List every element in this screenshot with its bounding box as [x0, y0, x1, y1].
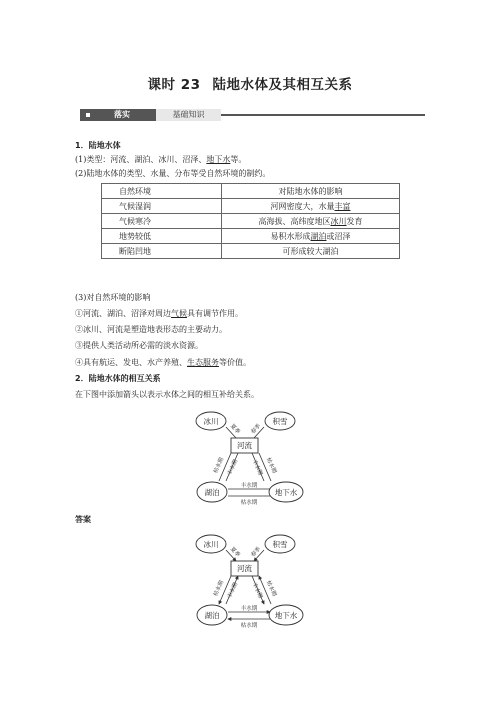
table-cell: 气候寒冷 — [102, 214, 222, 229]
table-cell: 河网密度大，水量丰富 — [222, 199, 400, 214]
answer-label: 答案 — [75, 515, 91, 524]
types-line: (1)类型：河流、湖泊、冰川、沼泽、地下水等。 — [75, 155, 247, 164]
table-header-row — [102, 184, 400, 199]
wet-season-label: 丰水期 — [240, 483, 258, 489]
lake-label: 湖泊 — [204, 488, 220, 497]
section-banner — [80, 109, 425, 121]
table-row — [102, 199, 400, 214]
snow-label: 积雪 — [272, 540, 288, 549]
section-2-heading: 2．陆地水体的相互关系 — [75, 374, 161, 383]
table-cell: 易积水形成湖泊或沼泽 — [222, 229, 400, 244]
groundwater-label: 地下水 — [274, 611, 298, 620]
table-cell: 气候湿润 — [102, 199, 222, 214]
section-1-heading: 1．陆地水体 — [75, 141, 121, 150]
glacier-label: 冰川 — [203, 417, 219, 426]
lesson-title: 课时 23 陆地水体及其相互关系 — [147, 77, 353, 93]
table-cell: 可形成较大湖泊 — [222, 244, 400, 259]
dry-season-label: 枯水期 — [264, 579, 278, 598]
relation-diagram-answer — [0, 528, 500, 638]
groundwater-label: 地下水 — [274, 488, 298, 497]
wet-season-label: 丰水期 — [226, 458, 240, 477]
dry-season-label: 枯水期 — [240, 500, 258, 506]
table-row — [102, 229, 400, 244]
square-icon — [86, 113, 90, 117]
wet-season-label: 丰水期 — [250, 458, 264, 477]
table-row — [102, 244, 400, 259]
table-cell: 断陷凹地 — [102, 244, 222, 259]
table-header-cell: 自然环境 — [102, 184, 222, 199]
banner-label: 基础知识 — [156, 109, 221, 121]
effects-intro: (3)对自然环境的影响 — [75, 293, 151, 302]
spring-label: 春季 — [250, 423, 263, 436]
effect-item-4: ④具有航运、发电、水产养殖、生态服务等价值。 — [75, 358, 251, 367]
river-label: 河流 — [237, 441, 252, 450]
table-row — [102, 214, 400, 229]
summer-label: 夏季 — [228, 423, 241, 436]
table-cell: 地势较低 — [102, 229, 222, 244]
wet-season-label: 丰水期 — [240, 606, 258, 612]
snow-label: 积雪 — [272, 417, 288, 426]
table-cell: 高海拔、高纬度地区冰川发育 — [222, 214, 400, 229]
relation-diagram-question — [0, 405, 500, 515]
river-label: 河流 — [237, 564, 252, 573]
environment-table — [101, 183, 400, 259]
glacier-label: 冰川 — [203, 540, 219, 549]
summer-label: 夏季 — [228, 546, 241, 559]
constraint-line: (2)陆地水体的类型、水量、分布等受自然环境的制约。 — [75, 169, 271, 178]
spring-label: 春季 — [250, 546, 263, 559]
lake-label: 湖泊 — [204, 611, 220, 620]
effect-item-3: ③提供人类活动所必需的淡水资源。 — [75, 341, 203, 350]
instruction-line: 在下图中添加箭头以表示水体之间的相互补给关系。 — [75, 390, 259, 399]
wet-season-label: 丰水期 — [250, 581, 264, 600]
dry-season-label: 枯水期 — [240, 623, 258, 629]
dry-season-label: 枯水期 — [212, 456, 226, 475]
banner-tag: 落实 — [80, 109, 156, 121]
table-header-cell: 对陆地水体的影响 — [222, 184, 400, 199]
effect-item-1: ①河流、湖泊、沼泽对周边气候具有调节作用。 — [75, 309, 243, 318]
wet-season-label: 丰水期 — [226, 581, 240, 600]
effect-item-2: ②冰川、河流是塑造地表形态的主要动力。 — [75, 325, 227, 334]
dry-season-label: 枯水期 — [264, 456, 278, 475]
dry-season-label: 枯水期 — [212, 579, 226, 598]
